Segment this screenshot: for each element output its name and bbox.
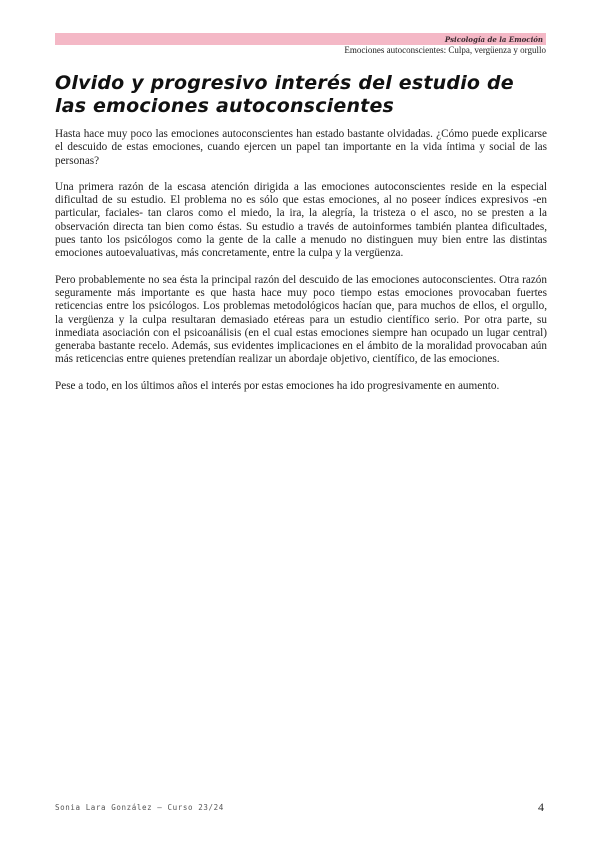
paragraph: Pero probablemente no sea ésta la principal razón del descuido de las emociones autoconscientes. Otra razón seguramente más importante es que hasta hace muy poco tiempo estas emociones provocaban fuertes reticencias entre los psicólogos. Los problemas metodológicos hacían que, para muchos de ellos, el orgullo, la vergüenza y la culpa resultaran demasiado etéreas para un estudio científico serio. Por otra parte, su inmediata asociación con el psicoanálisis (en el cual estas emociones siempre han ocupado un lugar central) generaba bastante recelo. Además, sus evidentes implicaciones en el ámbito de la moralidad provocaban aún más reticencias entre quienes pretendían realizar un abordaje objetivo, científico, de las emociones.: [55, 273, 547, 366]
paragraph: Una primera razón de la escasa atención dirigida a las emociones autoconscientes reside en la especial dificultad de su estudio. El problema no es sólo que estas emociones, al no poseer índices expresivos -en particular, faciales- tan claros como el miedo, la ira, la alegría, la tristeza o el asco, no se presten a la observación directa tan bien como éstas. Su estudio a través de autoinformes también plantea dificultades, pues tanto los psicólogos como la gente de la calle a menudo no distinguen muy bien entre las distintas emociones autoevaluativas, más concretamente, entre la culpa y la vergüenza.: [55, 180, 547, 260]
header-band: [55, 33, 546, 45]
footer-author: Sonia Lara González – Curso 23/24: [55, 803, 224, 812]
paragraph: Pese a todo, en los últimos años el interés por estas emociones ha ido progresivamente en aumento.: [55, 379, 500, 392]
page-title: Olvido y progresivo interés del estudio de las emociones autoconscientes: [55, 72, 514, 117]
header-title: Psicología de la Emoción: [444, 34, 543, 44]
body-text: [55, 128, 547, 406]
header-subtitle: Emociones autoconscientes: Culpa, vergüenza y orgullo: [344, 45, 546, 55]
paragraph: Hasta hace muy poco las emociones autoconscientes han estado bastante olvidadas. ¿Cómo puede explicarse el descuido de estas emociones, cuando ejercen un papel tan importante en la vida íntima y social de las personas?: [55, 128, 547, 167]
page-number: 4: [538, 800, 544, 814]
